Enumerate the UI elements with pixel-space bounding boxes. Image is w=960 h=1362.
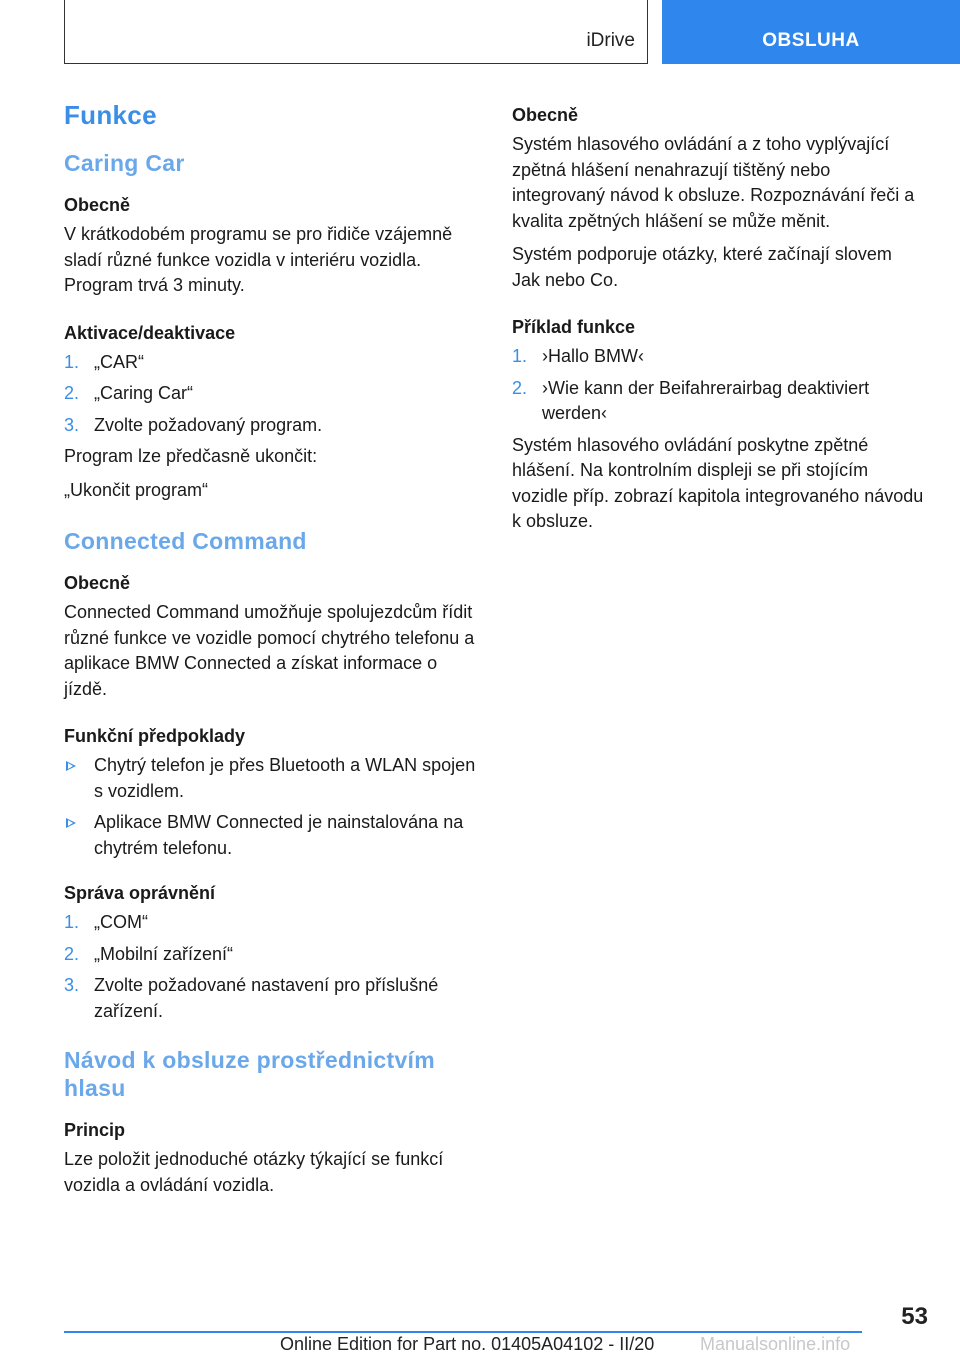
step-list bbox=[64, 910, 476, 1024]
subheading-prerequisites: Funkční předpoklady bbox=[64, 726, 246, 746]
paragraph: Systém podporuje otázky, které začínají slovem Jak nebo Co. bbox=[512, 244, 892, 290]
paragraph: Systém hlasového ovládání a z toho vyplývající zpětná hlášení nenahrazují tištěný nebo integrovaný návod k obsluze. Rozpoznávání řeči a kvalita zpětných hlášení se může měnit. bbox=[512, 134, 915, 231]
page-number: 53 bbox=[901, 1303, 928, 1330]
section-heading-voice-manual: Návod k obsluze prostřednictvím hlasu bbox=[64, 1047, 435, 1101]
paragraph: Program lze předčasně ukončit: bbox=[64, 446, 318, 466]
list-item: 2. ›Wie kann der Beifahrerairbag deaktiviert werden‹ bbox=[512, 377, 870, 423]
list-item: 1. ›Hallo BMW‹ bbox=[512, 344, 924, 370]
list-item: Chytrý telefon je přes Bluetooth a WLAN spojen s vozidlem. bbox=[64, 753, 476, 804]
subheading-rights: Správa oprávnění bbox=[64, 883, 216, 903]
subheading-activation: Aktivace/deaktivace bbox=[64, 322, 236, 343]
bullet-list bbox=[64, 753, 476, 861]
subheading-general: Obecně bbox=[64, 573, 131, 593]
list-item: 2. „Mobilní zařízení“ bbox=[64, 942, 476, 968]
list-item: 3. Zvolte požadovaný program. bbox=[64, 413, 476, 439]
step-list bbox=[64, 350, 476, 439]
watermark: Manualsonline.info bbox=[700, 1334, 851, 1354]
triangle-bullet-icon bbox=[66, 818, 76, 828]
subheading-general: Obecně bbox=[64, 195, 131, 215]
footer-edition: Online Edition for Part no. 01405A04102 - II/20 bbox=[280, 1334, 655, 1354]
step-number: 1. bbox=[512, 346, 528, 366]
paragraph: Lze položit jednoduché otázky týkající se funkcí vozidla a ovládání vozidla. bbox=[64, 1149, 444, 1195]
step-list bbox=[512, 344, 924, 427]
step-number: 1. bbox=[64, 912, 80, 932]
left-column bbox=[64, 100, 476, 1206]
header-frame bbox=[64, 0, 648, 64]
right-column bbox=[512, 105, 924, 543]
list-item: 3. Zvolte požadované nastavení pro příslušné zařízení. bbox=[64, 975, 439, 1021]
footer-divider bbox=[64, 1331, 862, 1333]
step-number: 2. bbox=[512, 377, 528, 398]
paragraph: „Ukončit program“ bbox=[64, 479, 209, 500]
step-number: 3. bbox=[64, 975, 80, 995]
paragraph: Connected Command umožňuje spolujezdcům řídit různé funkce ve vozidle pomocí chytrého telefonu a aplikace BMW Connected a získat informace o jízdě. bbox=[64, 602, 475, 699]
step-number: 2. bbox=[64, 943, 80, 964]
paragraph: Systém hlasového ovládání poskytne zpětné hlášení. Na kontrolním displeji se při stojícím vozidle příp. zobrazí kapitola integrovaného návodu k obsluze. bbox=[512, 434, 924, 531]
list-item: Aplikace BMW Connected je nainstalována na chytrém telefonu. bbox=[64, 810, 476, 861]
step-number: 1. bbox=[64, 351, 80, 372]
step-number: 3. bbox=[64, 414, 80, 435]
header-chapter-tab: OBSLUHA bbox=[662, 0, 960, 64]
subheading-principle: Princip bbox=[64, 1120, 126, 1140]
triangle-bullet-icon bbox=[66, 761, 76, 771]
paragraph: V krátkodobém programu se pro řidiče vzájemně sladí různé funkce vozidla v interiéru vozidla. Program trvá 3 minuty. bbox=[64, 224, 453, 295]
subheading-general: Obecně bbox=[512, 105, 579, 125]
section-heading-connected-command: Connected Command bbox=[64, 528, 307, 554]
section-heading-caring-car: Caring Car bbox=[64, 150, 185, 176]
list-item: 1. „COM“ bbox=[64, 910, 476, 936]
header-section-title: iDrive bbox=[586, 30, 635, 51]
list-item: 1. „CAR“ bbox=[64, 350, 476, 376]
step-number: 2. bbox=[64, 383, 80, 403]
list-item: 2. „Caring Car“ bbox=[64, 381, 476, 407]
page-title: Funkce bbox=[64, 100, 157, 130]
subheading-example: Příklad funkce bbox=[512, 317, 636, 337]
